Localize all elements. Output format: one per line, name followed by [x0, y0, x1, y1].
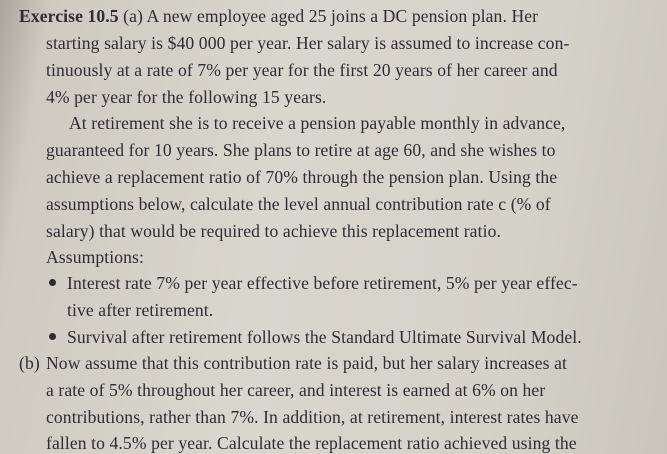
exercise-heading: Exercise 10.5 [19, 6, 119, 26]
assumptions-heading: Assumptions: [46, 247, 144, 267]
assumption-1-line-2: tive after retirement. [67, 300, 214, 320]
part-a-text-line-4: 4% per year for the following 15 years. [46, 87, 327, 107]
part-b-text-line-1: Now assume that this contribution rate is paid, but her salary increases at [46, 353, 567, 373]
part-a-text-line-9: salary) that would be required to achieve this replacement ratio. [46, 221, 501, 241]
part-a-text-line-2: starting salary is $40 000 per year. Her salary is assumed to increase con- [46, 33, 570, 53]
part-a-text-line-5: At retirement she is to receive a pension payable monthly in advance, [69, 113, 566, 133]
part-a-text-line-7: achieve a replacement ratio of 70% through the pension plan. Using the [46, 167, 558, 187]
part-b-text-line-3: contributions, rather than 7%. In addition, at retirement, interest rates have [46, 407, 579, 427]
bullet-icon [49, 333, 56, 340]
bullet-icon [49, 279, 56, 286]
part-b-text-line-2: a rate of 5% throughout her career, and interest is earned at 6% on her [46, 380, 546, 400]
part-b-text-line-4: fallen to 4.5% per year. Calculate the replacement ratio achieved using the [46, 433, 577, 453]
part-a-text-line-3: tinuously at a rate of 7% per year for the first 20 years of her career and [46, 60, 558, 80]
part-a-text-line-8: assumptions below, calculate the level annual contribution rate c (% of [46, 194, 551, 214]
assumption-2-line-1: Survival after retirement follows the Standard Ultimate Survival Model. [67, 327, 582, 347]
exercise-first-line [19, 5, 538, 27]
part-a-text-line-6: guaranteed for 10 years. She plans to retire at age 60, and she wishes to [46, 140, 556, 160]
part-b-label: (b) [19, 353, 40, 373]
assumption-1-line-1: Interest rate 7% per year effective before retirement, 5% per year effec- [67, 273, 578, 293]
part-a-text-line-1: (a) A new employee aged 25 joins a DC pension plan. Her [123, 6, 539, 26]
